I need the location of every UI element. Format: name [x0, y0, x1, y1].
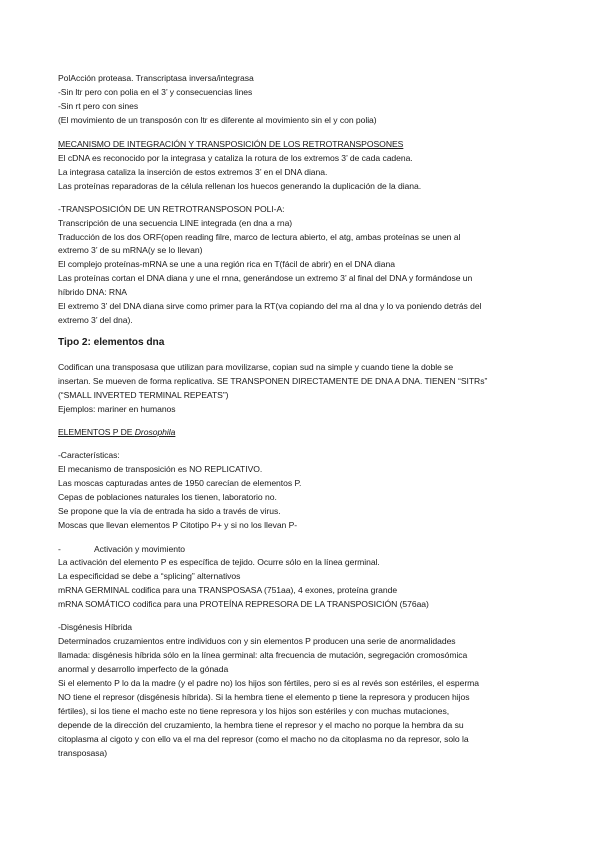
text-line: fértiles), si los tiene el macho este no tiene represora y los hijos son estériles y con muchas mutaciones,: [58, 706, 450, 716]
section-heading: -TRANSPOSICIÓN DE UN RETROTRANSPOSON POLI-A:: [58, 204, 285, 214]
text-line: Traducción de los dos ORF(open reading filre, marco de lectura abierto, el atg, ambas proteínas se unen al: [58, 232, 461, 242]
text-line: El mecanismo de transposición es NO REPLICATIVO.: [58, 464, 263, 474]
text-line: Las moscas capturadas antes de 1950 carecían de elementos P.: [58, 478, 302, 488]
subheading: -Disgénesis Híbrida: [58, 622, 133, 632]
text-line: Ejemplos: mariner en humanos: [58, 404, 176, 414]
section-heading: [58, 427, 175, 438]
text-line: Si el elemento P lo da la madre (y el padre no) los hijos son fértiles, pero si es al revés son estériles, el esperma: [58, 678, 480, 688]
text-line: -Sin ltr pero con polia en el 3’ y consecuencias lines: [58, 87, 253, 97]
subheading: -Características:: [58, 450, 120, 460]
heading-text: ELEMENTOS P DE: [58, 427, 135, 437]
text-line: llamada: disgénesis híbrida sólo en la línea germinal: alta frecuencia de mutación, segregación cromosómica: [58, 650, 468, 660]
text-line: extremo 3’ del dna).: [58, 315, 133, 325]
text-line: NO tiene el represor (disgénesis híbrida). Si la hembra tiene el elemento p tiene la represora y producen hijos: [58, 692, 470, 702]
text-line: El cDNA es reconocido por la integrasa y cataliza la rotura de los extremos 3’ de cada cadena.: [58, 153, 413, 163]
text-line: híbrido DNA: RNA: [58, 287, 127, 297]
text-line: Se propone que la vía de entrada ha sido a través de virus.: [58, 506, 281, 516]
text-line: mRNA SOMÁTICO codifica para una PROTEÍNA REPRESORA DE LA TRANSPOSICIÓN (576aa): [58, 599, 429, 609]
text-line: extremo 3’ de su mRNA(y se lo llevan): [58, 245, 203, 255]
text-line: anormal y desarrollo imperfecto de la gónada: [58, 664, 229, 674]
bullet-dash: -: [58, 544, 61, 554]
text-line: Transcripción de una secuencia LINE integrada (en dna a rna): [58, 218, 293, 228]
text-line: citoplasma al cigoto y con ello va el rna del represor (como el macho no da citoplasma no da represor, solo la: [58, 734, 469, 744]
text-line: El complejo proteínas-mRNA se une a una región rica en T(fácil de abrir) en el DNA diana: [58, 259, 395, 269]
text-line: transposasa): [58, 748, 108, 758]
text-line: La especificidad se debe a “splicing” alternativos: [58, 571, 241, 581]
text-line: (“SMALL INVERTED TERMINAL REPEATS”): [58, 390, 229, 400]
text-line: mRNA GERMINAL codifica para una TRANSPOSASA (751aa), 4 exones, proteína grande: [58, 585, 398, 595]
section-heading: MECANISMO DE INTEGRACIÓN Y TRANSPOSICIÓN DE LOS RETROTRANSPOSONES: [58, 139, 404, 149]
text-line: Moscas que llevan elementos P Citotipo P+ y si no los llevan P-: [58, 520, 298, 530]
text-line: depende de la dirección del cruzamiento, la hembra tiene el represor y el macho no porque la hembra da su: [58, 720, 464, 730]
text-line: insertan. Se mueven de forma replicativa. SE TRANSPONEN DIRECTAMENTE DE DNA A DNA. TIENEN “SITRs”: [58, 376, 488, 386]
heading-italic-text: Drosophila: [134, 427, 176, 437]
text-line: -Sin rt pero con sines: [58, 101, 139, 111]
text-line: El extremo 3’ del DNA diana sirve como primer para la RT(va copiando del rna al dna y lo va poniendo detrás del: [58, 301, 482, 311]
text-line: La activación del elemento P es específica de tejido. Ocurre sólo en la línea germinal.: [58, 557, 380, 567]
text-line: Las proteínas reparadoras de la célula rellenan los huecos generando la duplicación de la diana.: [58, 181, 422, 191]
section-heading: Tipo 2: elementos dna: [58, 337, 165, 348]
text-line: (El movimiento de un transposón con ltr es diferente al movimiento sin el y con polia): [58, 115, 377, 125]
text-line: PolAcción proteasa. Transcriptasa inversa/integrasa: [58, 73, 254, 83]
text-line: La integrasa cataliza la inserción de estos extremos 3’ en el DNA diana.: [58, 167, 328, 177]
text-line: Cepas de poblaciones naturales los tienen, laboratorio no.: [58, 492, 277, 502]
text-line: Determinados cruzamientos entre individuos con y sin elementos P producen una serie de anormalidades: [58, 636, 456, 646]
text-line: Codifican una transposasa que utilizan para movilizarse, copian sud na simple y cuando tiene la doble se: [58, 362, 454, 372]
text-line: Las proteínas cortan el DNA diana y une el rnna, generándose un extremo 3’ al final del DNA y formándose un: [58, 273, 473, 283]
subheading: Activación y movimiento: [94, 544, 186, 554]
